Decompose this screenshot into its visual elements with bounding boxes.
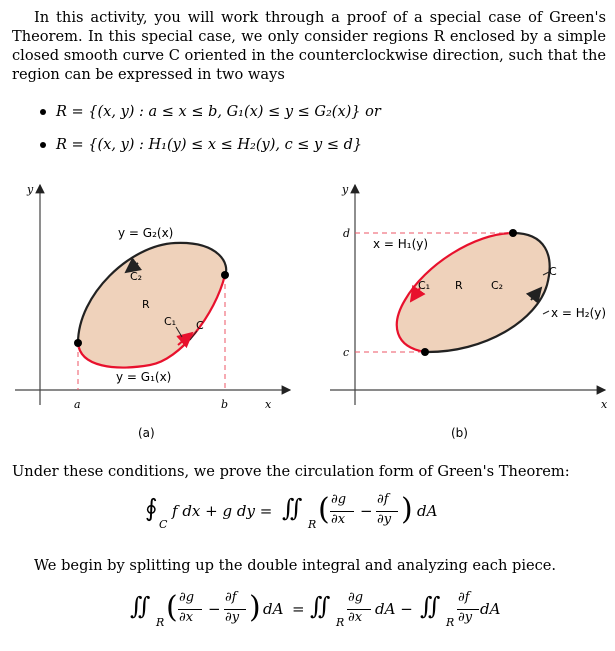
- greens-theorem-equation: [145, 490, 475, 540]
- double-integral-sub-r: R: [308, 518, 317, 531]
- label-c2: C₂: [130, 270, 143, 283]
- bullet-dot: [40, 142, 46, 148]
- dy-den-2: ∂y: [225, 610, 240, 625]
- contour-sub-c: C: [159, 518, 168, 531]
- splitting-text: We begin by splitting up the double integral and analyzing each piece.: [34, 557, 557, 574]
- double-integral-2: ∬: [310, 592, 331, 620]
- contour-integral-sign: ∮: [145, 494, 158, 522]
- dx-den: ∂x: [331, 512, 346, 527]
- label-g1: y = G₁(x): [116, 370, 172, 384]
- x-axis-label-b: x: [601, 398, 608, 411]
- da-1: dA: [263, 600, 284, 618]
- point-bottom: [421, 348, 429, 356]
- close-paren: ): [401, 492, 413, 527]
- minus-sign: −: [360, 502, 373, 520]
- sub-r-2: R: [336, 616, 345, 629]
- tick-c: c: [343, 346, 350, 359]
- dx-den-3: ∂x: [348, 610, 363, 625]
- tick-a: a: [74, 398, 81, 411]
- label-c: C: [196, 319, 204, 332]
- dx-den-2: ∂x: [179, 610, 194, 625]
- dg-num: ∂g: [331, 492, 347, 507]
- caption-a: (a): [138, 426, 155, 440]
- region-r: [78, 243, 226, 368]
- bullet-text-1: R = {(x, y) : a ≤ x ≤ b, G₁(x) ≤ y ≤ G₂(x)} or: [56, 104, 381, 120]
- x-axis-label: x: [265, 398, 272, 411]
- conditions-text: Under these conditions, we prove the circulation form of Green's Theorem:: [12, 463, 570, 480]
- lhs-integrand: f dx + g dy =: [172, 502, 273, 520]
- figure-a: [0, 175, 300, 450]
- double-integral-sign: ∬: [282, 494, 303, 522]
- y-axis-label: y: [27, 183, 34, 196]
- tick-d: d: [343, 227, 351, 240]
- rhs-da: dA: [417, 502, 438, 520]
- intro-paragraph: In this activity, you will work through a proof of a special case of Green's Theorem. In this special case, we only consider regions R enclosed by a simple closed smooth curve C oriented in the counterclockwise direction, such that the region can be expressed in two ways: [12, 9, 606, 83]
- point-left: [74, 339, 82, 347]
- bullet-text-2: R = {(x, y) : H₁(y) ≤ x ≤ H₂(y), c ≤ y ≤ d}: [56, 137, 363, 153]
- dg-num-2: ∂g: [179, 590, 195, 605]
- df-num: ∂f: [377, 492, 389, 507]
- bullet-definition-2: [40, 137, 362, 153]
- point-top: [509, 229, 517, 237]
- label-g2: y = G₂(x): [118, 226, 174, 240]
- close-paren-2: ): [249, 590, 261, 625]
- dy-den-3: ∂y: [458, 610, 473, 625]
- label-h2: x = H₂(y): [551, 306, 607, 320]
- y-axis-label-b: y: [342, 183, 349, 196]
- dg-num-3: ∂g: [348, 590, 364, 605]
- double-integral-3: ∬: [420, 592, 441, 620]
- point-right: [221, 271, 229, 279]
- caption-b: (b): [451, 426, 468, 440]
- sub-r-1: R: [156, 616, 165, 629]
- open-paren-2: (: [166, 590, 178, 625]
- df-num-3: ∂f: [458, 590, 470, 605]
- bullet-definition-1: [40, 104, 381, 120]
- label-c1-b: C₁: [418, 279, 431, 292]
- double-integral-1: ∬: [130, 592, 151, 620]
- figure-b: [315, 175, 615, 450]
- label-c-b: C: [549, 265, 557, 278]
- label-c2-b: C₂: [491, 279, 504, 292]
- h2-leader: [543, 311, 549, 314]
- label-region-r: R: [142, 298, 150, 311]
- bullet-dot: [40, 109, 46, 115]
- label-c1: C₁: [164, 315, 177, 328]
- da-3: dA: [480, 600, 501, 618]
- label-h1: x = H₁(y): [373, 237, 429, 251]
- df-num-2: ∂f: [225, 590, 237, 605]
- equals-sign: =: [292, 600, 305, 618]
- minus-2: −: [208, 600, 221, 618]
- split-integral-equation: [130, 588, 500, 643]
- open-paren: (: [318, 492, 330, 527]
- sub-r-3: R: [446, 616, 455, 629]
- label-region-r-b: R: [455, 279, 463, 292]
- tick-b: b: [221, 398, 229, 411]
- dy-den: ∂y: [377, 512, 392, 527]
- da-minus: dA −: [375, 600, 413, 618]
